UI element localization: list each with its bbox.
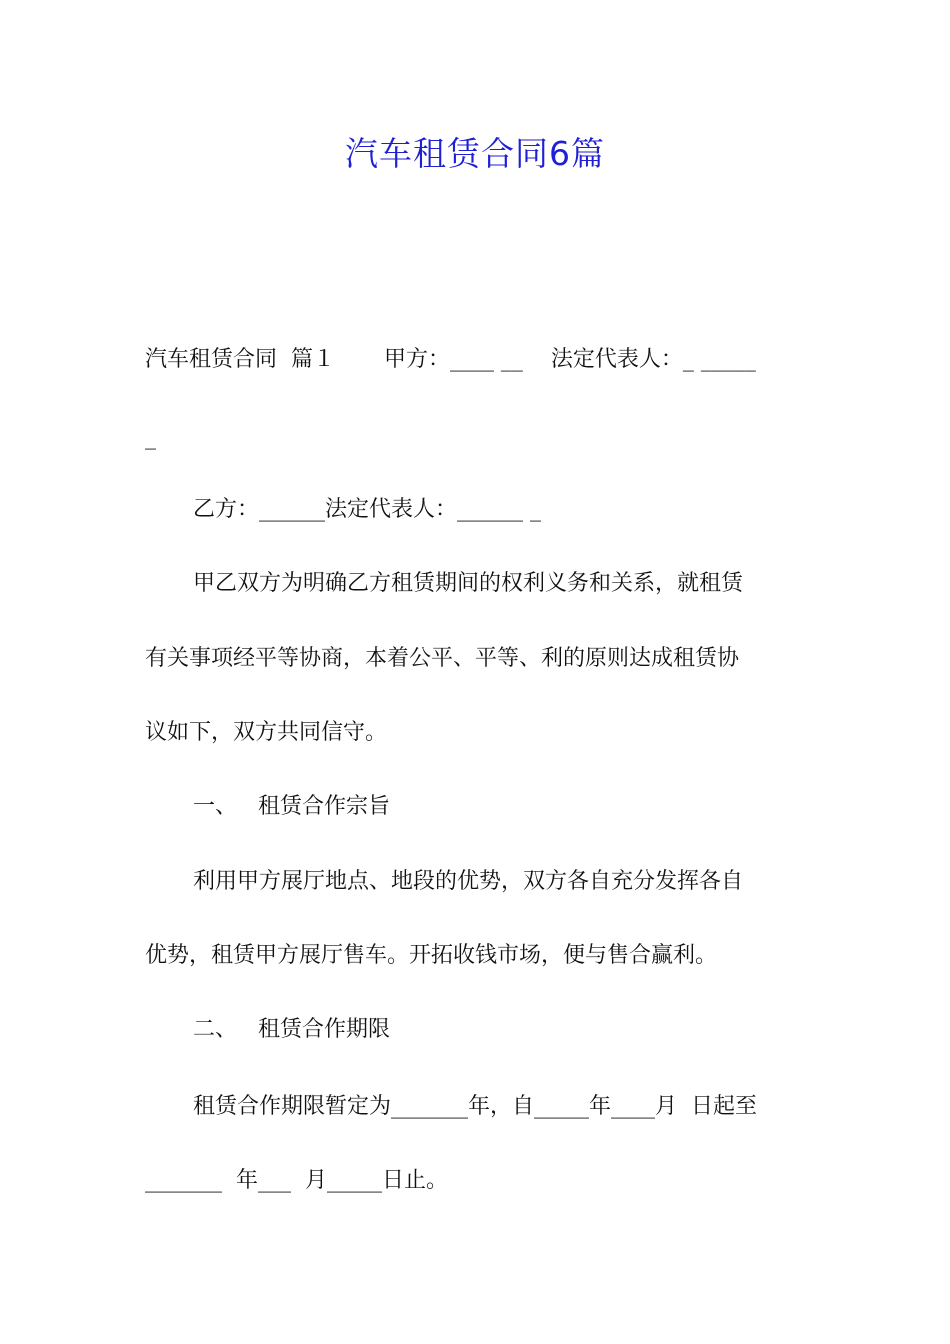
paragraph-line: 租赁合作期限暂定为_______年，自_____年____月 日起至 xyxy=(193,1094,757,1119)
document-title: 汽车租赁合同6篇 xyxy=(345,134,605,173)
paragraph-line: 议如下，双方共同信守。 xyxy=(145,720,388,745)
paragraph-line: 甲乙双方为明确乙方租赁期间的权利义务和关系，就租赁 xyxy=(193,571,744,596)
contract-header-line: 汽车租赁合同 篇１ 甲方：____ __ 法定代表人：_ _____ xyxy=(145,347,756,372)
paragraph-line: 利用甲方展厅地点、地段的优势，双方各自充分发挥各自 xyxy=(193,869,744,894)
party-b-line: 乙方：______法定代表人：______ _ xyxy=(193,497,541,522)
section-heading-2: 二、 租赁合作期限 xyxy=(193,1017,390,1042)
paragraph-line: 优势，租赁甲方展厅售车。开拓收钱市场，便与售合赢利。 xyxy=(145,943,718,968)
contract-header-continuation: _ xyxy=(145,425,156,450)
paragraph-line: _______ 年___ 月_____日止。 xyxy=(145,1168,448,1193)
section-heading-1: 一、 租赁合作宗旨 xyxy=(193,794,390,819)
paragraph-line: 有关事项经平等协商，本着公平、平等、利的原则达成租赁协 xyxy=(145,646,740,671)
